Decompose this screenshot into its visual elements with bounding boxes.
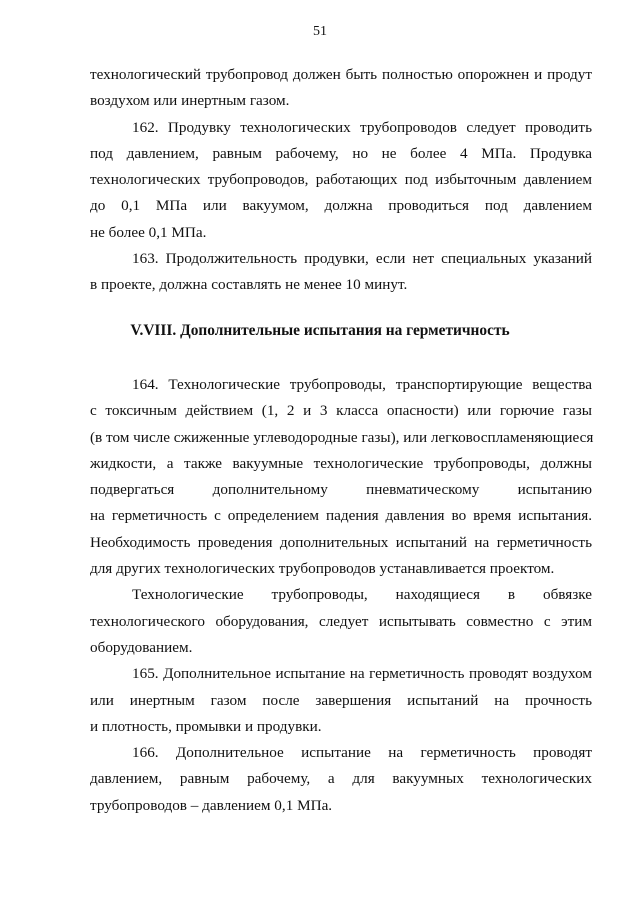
text-block-paragraphs-164-166 — [90, 372, 592, 819]
text-line: и плотность, промывки и продувки. — [90, 717, 322, 735]
text-line: 162. Продувку технологических трубопроводов следует проводить — [132, 118, 592, 136]
text-line: до 0,1 МПа или вакуумом, должна проводиться под давлением — [90, 197, 592, 215]
text-line: трубопроводов – давлением 0,1 МПа. — [90, 796, 333, 814]
text-line: давлением, равным рабочему, а для вакуумных технологических — [90, 770, 592, 788]
text-line: с токсичным действием (1, 2 и 3 класса опасности) или горючие газы — [90, 402, 592, 420]
text-line: 165. Дополнительное испытание на герметичность проводят воздухом — [132, 665, 592, 683]
text-line: технологический трубопровод должен быть полностью опорожнен и продут — [90, 66, 592, 83]
text-line: воздухом или инертным газом. — [90, 92, 290, 110]
text-line: 164. Технологические трубопроводы, транспортирующие вещества — [132, 376, 592, 393]
text-line: оборудованием. — [90, 638, 193, 656]
text-line: 163. Продолжительность продувки, если нет специальных указаний — [132, 250, 592, 268]
page-number: 51 — [313, 24, 327, 39]
text-line: в проекте, должна составлять не менее 10 минут. — [90, 276, 408, 294]
section-heading: V.VIII. Дополнительные испытания на герметичность — [130, 322, 510, 339]
text-line: жидкости, а также вакуумные технологические трубопроводы, должны — [90, 454, 592, 472]
text-line: для других технологических трубопроводов устанавливается проектом. — [90, 560, 555, 578]
text-line: под давлением, равным рабочему, но не более 4 МПа. Продувка — [90, 144, 592, 162]
text-line: технологических трубопроводов, работающих под избыточным давлением — [90, 171, 592, 189]
text-line: 166. Дополнительное испытание на герметичность проводят — [132, 744, 592, 762]
text-line: не более 0,1 МПа. — [90, 223, 207, 241]
text-block-paragraphs-161-163 — [90, 62, 592, 299]
text-line: (в том числе сжиженные углеводородные газы), или легковоспламеняющиеся — [90, 428, 594, 446]
text-line: технологического оборудования, следует испытывать совместно с этим — [90, 612, 592, 630]
text-line: или инертным газом после завершения испытаний на прочность — [90, 691, 592, 709]
text-line: Необходимость проведения дополнительных испытаний на герметичность — [90, 533, 592, 551]
text-line: Технологические трубопроводы, находящиеся в обвязке — [132, 586, 592, 604]
text-line: подвергаться дополнительному пневматическому испытанию — [90, 481, 592, 499]
text-line: на герметичность с определением падения давления во время испытания. — [90, 507, 592, 525]
